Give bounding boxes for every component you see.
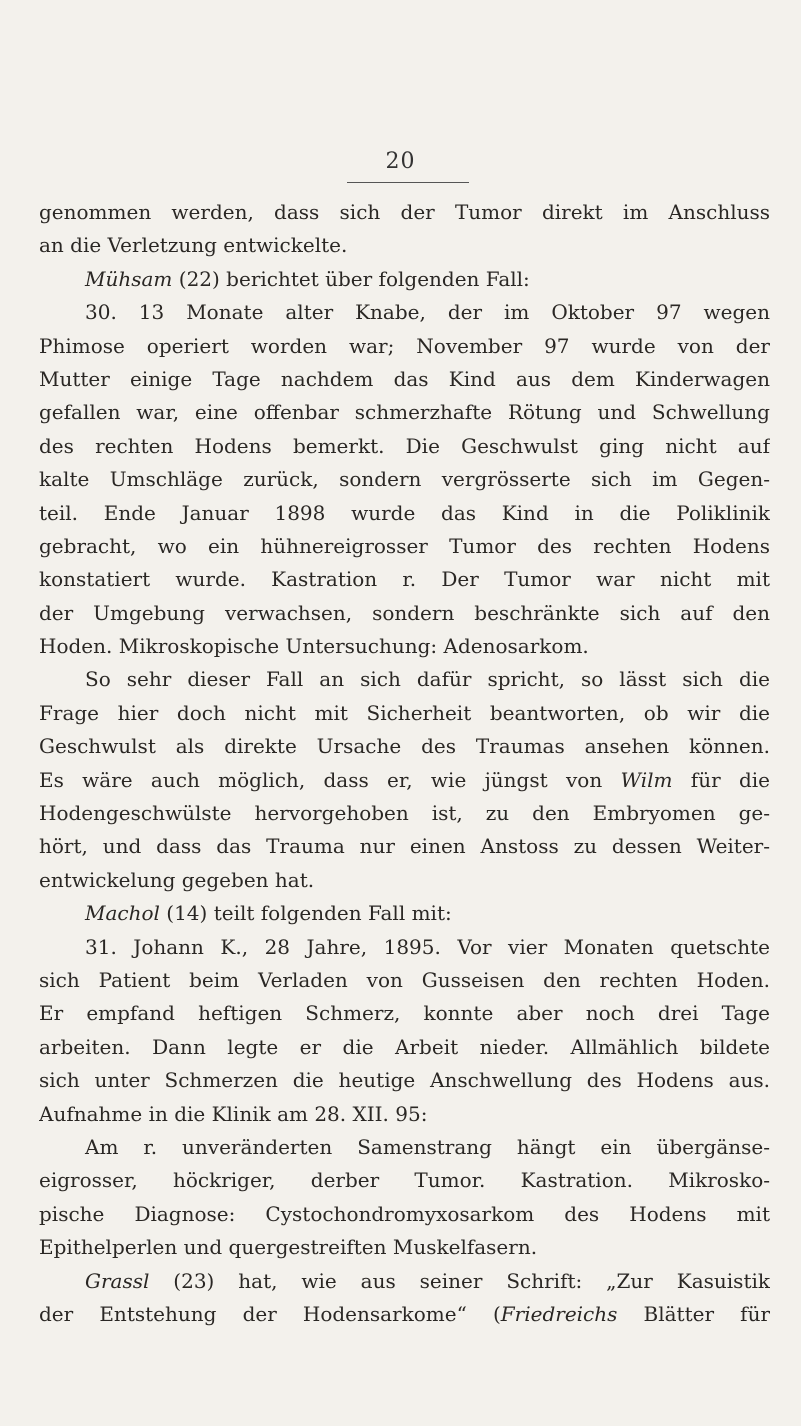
text-run: Er empfand heftigen Schmerz, konnte aber noch drei Tage: [39, 1001, 770, 1026]
text-run: für die: [672, 767, 770, 792]
text-line: [39, 530, 770, 563]
text-line: [39, 864, 770, 897]
text-line: [39, 630, 770, 663]
text-run: entwickelung gegeben hat.: [39, 867, 315, 892]
text-line: [39, 1131, 770, 1164]
text-run: Frage hier doch nicht mit Sicherheit beantworten, ob wir die: [39, 700, 770, 725]
author-name: Machol: [85, 901, 160, 926]
text-line: [39, 597, 770, 630]
text-run: Aufnahme in die Klinik am 28. XII. 95:: [39, 1101, 428, 1126]
text-run: des rechten Hodens bemerkt. Die Geschwulst ging nicht auf: [39, 433, 770, 458]
text-run: sich Patient beim Verladen von Gusseisen den rechten Hoden.: [39, 967, 770, 992]
text-line: [39, 1164, 770, 1197]
text-line: [39, 296, 770, 329]
text-run: Epithelperlen und quergestreiften Muskelfasern.: [39, 1235, 538, 1260]
text-line: [39, 463, 770, 496]
text-line: [39, 830, 770, 863]
text-run: sich unter Schmerzen die heutige Anschwellung des Hodens aus.: [39, 1068, 770, 1093]
text-run: gebracht, wo ein hühnereigrosser Tumor des rechten Hodens: [39, 533, 770, 558]
text-run: pische Diagnose: Cystochondromyxosarkom des Hodens mit: [39, 1201, 770, 1226]
text-run: der Umgebung verwachsen, sondern beschränkte sich auf den: [39, 600, 770, 625]
text-line: [39, 1265, 770, 1298]
text-run: 31. Johann K., 28 Jahre, 1895. Vor vier Monaten quetschte: [85, 934, 770, 959]
text-line: [39, 330, 770, 363]
text-run: (14) teilt folgenden Fall mit:: [159, 901, 452, 926]
text-line: [39, 196, 770, 229]
text-line: [39, 1298, 770, 1331]
text-run: kalte Umschläge zurück, sondern vergrösserte sich im Gegen-: [39, 467, 770, 492]
text-line: [39, 997, 770, 1030]
text-run: So sehr dieser Fall an sich dafür spricht, so lässt sich die: [85, 667, 770, 692]
text-line: [39, 430, 770, 463]
page-number: 20: [385, 149, 416, 174]
text-run: hört, und dass das Trauma nur einen Anstoss zu dessen Weiter-: [39, 834, 770, 859]
author-name: Wilm: [620, 767, 673, 792]
text-run: Hodengeschwülste hervorgehoben ist, zu den Embryomen ge-: [39, 801, 770, 826]
text-run: gefallen war, eine offenbar schmerzhafte Rötung und Schwellung: [39, 400, 770, 425]
text-line: [39, 797, 770, 830]
text-line: [39, 730, 770, 763]
text-run: (22) berichtet über folgenden Fall:: [172, 266, 530, 291]
text-run: (23) hat, wie aus seiner Schrift: „Zur Kasuistik: [149, 1268, 770, 1293]
text-line: [39, 897, 770, 930]
author-name: Mühsam: [85, 266, 173, 291]
text-run: konstatiert wurde. Kastration r. Der Tumor war nicht mit: [39, 567, 770, 592]
text-line: [39, 229, 770, 262]
text-line: [39, 697, 770, 730]
text-line: [39, 1231, 770, 1264]
text-run: Phimose operiert worden war; November 97 wurde von der: [39, 333, 770, 358]
text-run: Blätter für: [617, 1301, 770, 1326]
text-line: [39, 363, 770, 396]
text-line: [39, 497, 770, 530]
author-name: Grassl: [85, 1268, 150, 1293]
text-run: Es wäre auch möglich, dass er, wie jüngst von: [39, 767, 621, 792]
text-line: [39, 964, 770, 997]
text-run: 30. 13 Monate alter Knabe, der im Oktober 97 wegen: [85, 300, 770, 325]
text-line: [39, 764, 770, 797]
text-run: Mutter einige Tage nachdem das Kind aus dem Kinderwagen: [39, 366, 770, 391]
text-run: eigrosser, höckriger, derber Tumor. Kastration. Mikrosko-: [39, 1168, 770, 1193]
text-run: Geschwulst als direkte Ursache des Traumas ansehen können.: [39, 734, 770, 759]
text-line: [39, 263, 770, 296]
text-line: [39, 396, 770, 429]
author-name: Friedreichs: [500, 1301, 618, 1326]
text-line: [39, 1198, 770, 1231]
text-run: arbeiten. Dann legte er die Arbeit nieder. Allmählich bildete: [39, 1034, 770, 1059]
text-line: [39, 663, 770, 696]
header-rule: [347, 182, 469, 183]
text-line: [39, 1064, 770, 1097]
text-line: [39, 1031, 770, 1064]
text-run: genommen werden, dass sich der Tumor direkt im Anschluss: [39, 200, 770, 224]
body-text: [39, 196, 770, 1331]
text-run: der Entstehung der Hodensarkome“ (: [39, 1301, 501, 1326]
text-line: [39, 1098, 770, 1131]
text-line: [39, 931, 770, 964]
text-run: an die Verletzung entwickelte.: [39, 233, 348, 258]
text-run: teil. Ende Januar 1898 wurde das Kind in die Poliklinik: [39, 500, 770, 525]
text-run: Am r. unveränderten Samenstrang hängt ein übergänse-: [85, 1134, 770, 1159]
text-line: [39, 563, 770, 596]
text-run: Hoden. Mikroskopische Untersuchung: Adenosarkom.: [39, 634, 589, 659]
